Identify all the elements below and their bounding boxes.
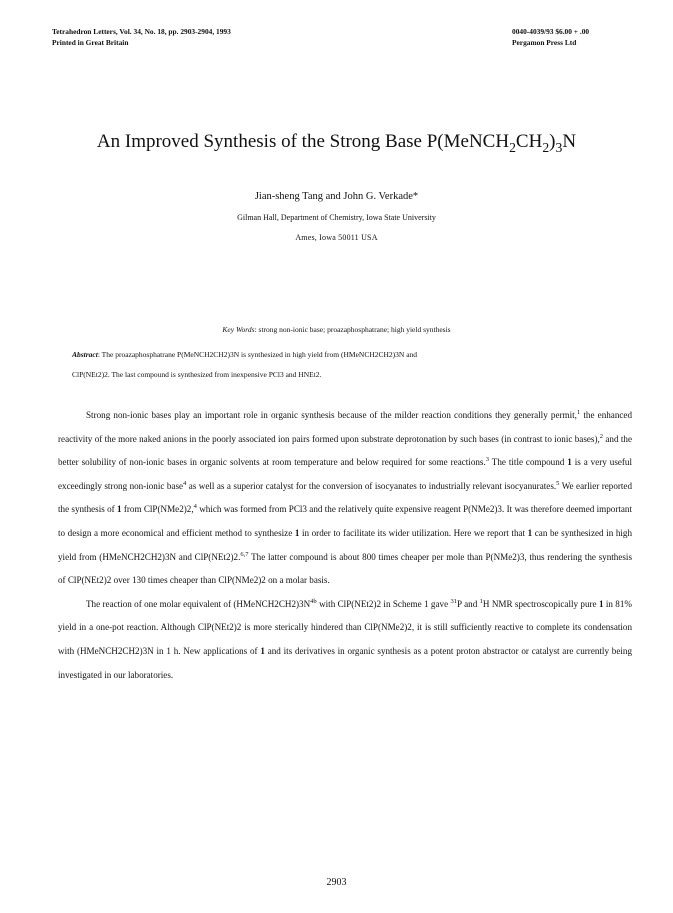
keywords-label: Key Words: [222, 325, 255, 334]
citation: 2: [599, 432, 604, 440]
citation: 4b: [310, 597, 317, 605]
article-title: An Improved Synthesis of the Strong Base $P(MeNCH_2CH_2)_3N$: [96, 131, 577, 155]
running-header-right: [512, 27, 589, 48]
abstract-line: Abstract: The proazaphosphatrane P(MeNCH2CH2)3N is synthesized in high yield from (HMeNCH2CH2)3N and: [72, 350, 418, 359]
paragraph: The reaction of one molar equivalent of $(HMeNCH2CH2)3N^{4b}$ with ClP(NEt2)2 in Scheme 1 gave $^{31}$P and $^1$H NMR spectroscopically pure 1 in 81% yield in a one-pot reaction. Although ClP(NEt2)2 is more sterically hindered than ClP(NMe2)2, it is still sufficiently reactive to complete its condensation with (HMeNCH2CH2)3N in 1 h. New applications of 1 and its derivatives in organic synthesis as a potent proton abstractor or catalyst are currently being investigated in our laboratories.: [58, 597, 632, 680]
printed-in: Printed in Great Britain: [52, 37, 129, 47]
running-header-left: [52, 27, 231, 48]
keywords: [0, 325, 673, 334]
issn-price-code: 0040-4039/93 $6.00 + .00: [512, 27, 590, 36]
isotope-mass: 1: [479, 597, 483, 605]
citation: 6,7: [240, 550, 249, 558]
citation: 5: [556, 479, 560, 487]
journal-citation: Tetrahedron Letters, Vol. 34, No. 18, pp. 2903-2904, 1993: [52, 27, 231, 36]
citation: 3: [485, 456, 490, 464]
citation: 4: [193, 503, 197, 511]
keywords-text: : strong non-ionic base; proazaphosphatrane; high yield synthesis: [254, 325, 451, 334]
body-text: [58, 404, 632, 687]
address: Ames, Iowa 50011 USA: [295, 233, 378, 242]
citation: 1: [576, 408, 581, 416]
abstract-line: ClP(NEt2)2. The last compound is synthesized from inexpensive PCl3 and HNEt2.: [72, 370, 322, 379]
publisher: Pergamon Press Ltd: [512, 37, 577, 47]
abstract: [72, 345, 602, 385]
authors: Jian-sheng Tang and John G. Verkade*: [254, 191, 419, 202]
isotope-mass: 31: [450, 597, 458, 605]
paragraph: Strong non-ionic bases play an important role in organic synthesis because of the milder reaction conditions they generally permit,$^1$ the enhanced reactivity of the more naked anions in the poorly associated ion pairs formed upon substrate deprotonation by such bases (in contrast to ionic bases),$^2$ and the better solubility of non-ionic bases in organic solvents at room temperature and below required for some reactions.$^3$ The title compound 1 is a very useful exceedingly strong non-ionic base$^4$ as well as a superior catalyst for the conversion of isocyanates to industrially relevant isocyanurates.$^5$ We earlier reported the synthesis of 1 from ClP(NMe2)2,$^4$ which was formed from PCl3 and the relatively quite expensive reagent P(NMe2)3. It was therefore deemed important to design a more economical and efficient method to synthesize 1 in order to facilitate its wider utilization. Here we report that 1 can be synthesized in high yield from (HMeNCH2CH2)3N and ClP(NEt2)2.$^{6,7}$ The latter compound is about 800 times cheaper per mole than P(NMe2)3, thus rendering the synthesis of ClP(NEt2)2 over 130 times cheaper than ClP(NMe2)2 on a molar basis.: [58, 408, 633, 586]
affiliation: Gilman Hall, Department of Chemistry, Iowa State University: [237, 213, 436, 222]
abstract-label: Abstract: [72, 350, 98, 359]
page-number: 2903: [326, 877, 347, 888]
citation: 4: [183, 479, 187, 487]
